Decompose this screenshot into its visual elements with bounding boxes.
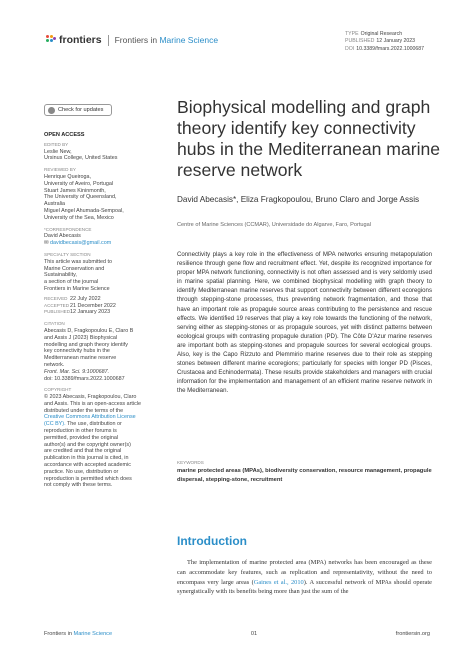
article-affiliation: Centre of Marine Sciences (CCMAR), Universidade do Algarve, Faro, Portugal: [177, 222, 371, 228]
reviewer-line: University of the Sea, Mexico: [44, 214, 114, 221]
article-title: Biophysical modelling and graph theory identify key connectivity hubs in the Mediterranean marine reserve network: [177, 97, 441, 180]
citation-line: and Assis J (2023) Biophysical: [44, 334, 118, 341]
reviewer-line: Australia: [44, 201, 65, 208]
page-header: [0, 0, 474, 80]
citation-line: modelling and graph theory identify: [44, 341, 128, 348]
copyright-line: permitted, provided the original: [44, 434, 119, 441]
edited-by-label: EDITED BY: [44, 141, 69, 147]
footer-journal: Frontiers in Marine Science: [44, 631, 113, 637]
copyright-line: reproduction is permitted which does: [44, 475, 132, 482]
keywords-label: KEYWORDS: [177, 460, 204, 465]
abstract: Connectivity plays a key role in the effectiveness of MPA networks ensuring metapopulation resilience through gene flow and recruitment effect. Yet, despite its recognized importance for proper MPA network functioning, connectivity is not often assessed and is very seldomly used in marine spatial planning. Here, we combined biophysical modelling with graph theory to identify Mediterranean marine reserves that support connectivity between different ecoregions through stepping-stone processes, thus preventing network fragmentation, and those that have an important role as propagule source areas contributing to the persistence and rescue effects. We identified 19 reserves that play a key role towards the functioning of the network, serving either as stepping-stones or as propagule sources, yet with distinct patterns between ecological groups with contrasting propagule duration (PD). The Côte D'Azur marine reserves are important both as stepping-stones and propagule sources for several ecological groups. Also, key is the Capo Rizzuto and Plemmirio marine reserves due to their role as stepping stones between different marine ecoregions; particularly for species with longer PD (Pisces, Crustacea and Echinodermata). These results provide stakeholders and managers with crucial information for the implementation and management of an efficient marine reserve network in the Mediterranean.: [177, 251, 432, 395]
copyright-line: are credited and that the original: [44, 448, 122, 455]
check-updates-label: Check for updates: [58, 106, 104, 113]
open-access-label: OPEN ACCESS: [44, 132, 85, 138]
reviewed-by-label: REVIEWED BY: [44, 167, 76, 173]
article-meta: [345, 31, 424, 53]
citation-line: doi: 10.3389/fmars.2022.1000687: [44, 375, 125, 382]
page-footer: [44, 631, 430, 637]
footer-website[interactable]: frontiersin.org: [395, 631, 430, 637]
logo-divider: [108, 35, 109, 46]
specialty-line: Marine Conservation and: [44, 265, 105, 272]
specialty-label: SPECIALTY SECTION: [44, 251, 91, 257]
specialty-line: Sustainability,: [44, 272, 77, 279]
copyright-line: author(s) and the copyright owner(s): [44, 441, 131, 448]
meta-type: TYPE Original Research: [345, 31, 403, 37]
check-updates-button[interactable]: [44, 104, 112, 116]
journal-logo[interactable]: [46, 34, 218, 46]
copyright-line: reproduction in other forums is: [44, 428, 117, 435]
intro-heading: Introduction: [177, 534, 247, 548]
keywords: marine protected areas (MPAs), biodiversity conservation, resource management, propagule dispersal, stepping-stone, recruitment: [177, 468, 432, 483]
license-link[interactable]: (CC BY).: [44, 421, 66, 428]
meta-doi: DOI 10.3389/fmars.2022.1000687: [345, 45, 425, 52]
citation-link[interactable]: Gaines et al., 2010: [253, 578, 304, 586]
editor-name: Leslie New,: [44, 148, 72, 155]
correspondence-label: *CORRESPONDENCE: [44, 226, 92, 232]
email-icon: ✉: [44, 240, 51, 247]
meta-published: PUBLISHED 12 January 2023: [345, 38, 416, 45]
intro-paragraph: The implementation of marine protected area (MPA) networks has been encouraged as these can accommodate key features, such as replication and representativity, without the need to encompass very large areas (Gaines et al., 2010). A successful network of MPAs should operate synergistically with its benefits being more than just the sum of the: [177, 559, 432, 596]
article-authors: David Abecasis*, Eliza Fragkopoulou, Bruno Claro and Jorge Assis: [177, 195, 420, 204]
journal-name: Frontiers in Marine Science: [114, 35, 219, 45]
editor-affil: Ursinus College, United States: [44, 155, 118, 162]
reviewer-line: The University of Queensland,: [44, 194, 117, 201]
copyright-line: not comply with these terms.: [44, 482, 113, 489]
reviewer-line: Miguel Angel Ahumada-Sempoal,: [44, 207, 124, 214]
copyright-label: COPYRIGHT: [44, 387, 72, 393]
citation-line: Abecasis D, Fragkopoulou E, Claro B: [44, 327, 134, 334]
copyright-line: publication in this journal is cited, in: [44, 455, 129, 462]
citation-line: Mediterranean marine reserve: [44, 355, 117, 362]
copyright-line: and Assis. This is an open-access article: [44, 400, 141, 407]
sidebar: [44, 104, 164, 489]
license-link[interactable]: Creative Commons Attribution License: [44, 414, 136, 421]
check-updates-icon: [48, 107, 55, 114]
specialty-line: This article was submitted to: [44, 258, 113, 265]
citation-line: network.: [44, 361, 65, 368]
copyright-line: © 2023 Abecasis, Fragkopoulou, Claro: [44, 394, 137, 401]
brand-name: frontiers: [59, 34, 102, 46]
copyright-line: practice. No use, distribution or: [44, 468, 119, 475]
date-accepted: ACCEPTED 21 December 2022: [44, 302, 116, 309]
specialty-line: Frontiers in Marine Science: [44, 285, 110, 292]
citation-line: key connectivity hubs in the: [44, 348, 110, 355]
copyright-line: distributed under the terms of the: [44, 407, 124, 414]
reviewer-line: Henrique Queiroga,: [44, 173, 92, 180]
copyright-line: accordance with accepted academic: [44, 462, 131, 469]
specialty-line: a section of the journal: [44, 279, 99, 286]
frontiers-logo-icon: [46, 35, 56, 45]
citation-label: CITATION: [44, 321, 65, 327]
citation-line: Front. Mar. Sci. 9:1000687.: [44, 368, 110, 375]
date-published: PUBLISHED 12 January 2023: [44, 309, 111, 316]
copyright-line: The use, distribution or: [66, 421, 122, 428]
page-number: 01: [250, 631, 258, 637]
correspondence-name: David Abecasis: [44, 233, 81, 240]
reviewer-line: Stuart James Kininmonth,: [44, 187, 106, 194]
correspondence-email[interactable]: ✉ davidbecasis@gmail.com: [44, 240, 112, 247]
reviewer-line: University of Aveiro, Portugal: [44, 180, 114, 187]
date-received: RECEIVED 22 July 2022: [44, 295, 101, 302]
